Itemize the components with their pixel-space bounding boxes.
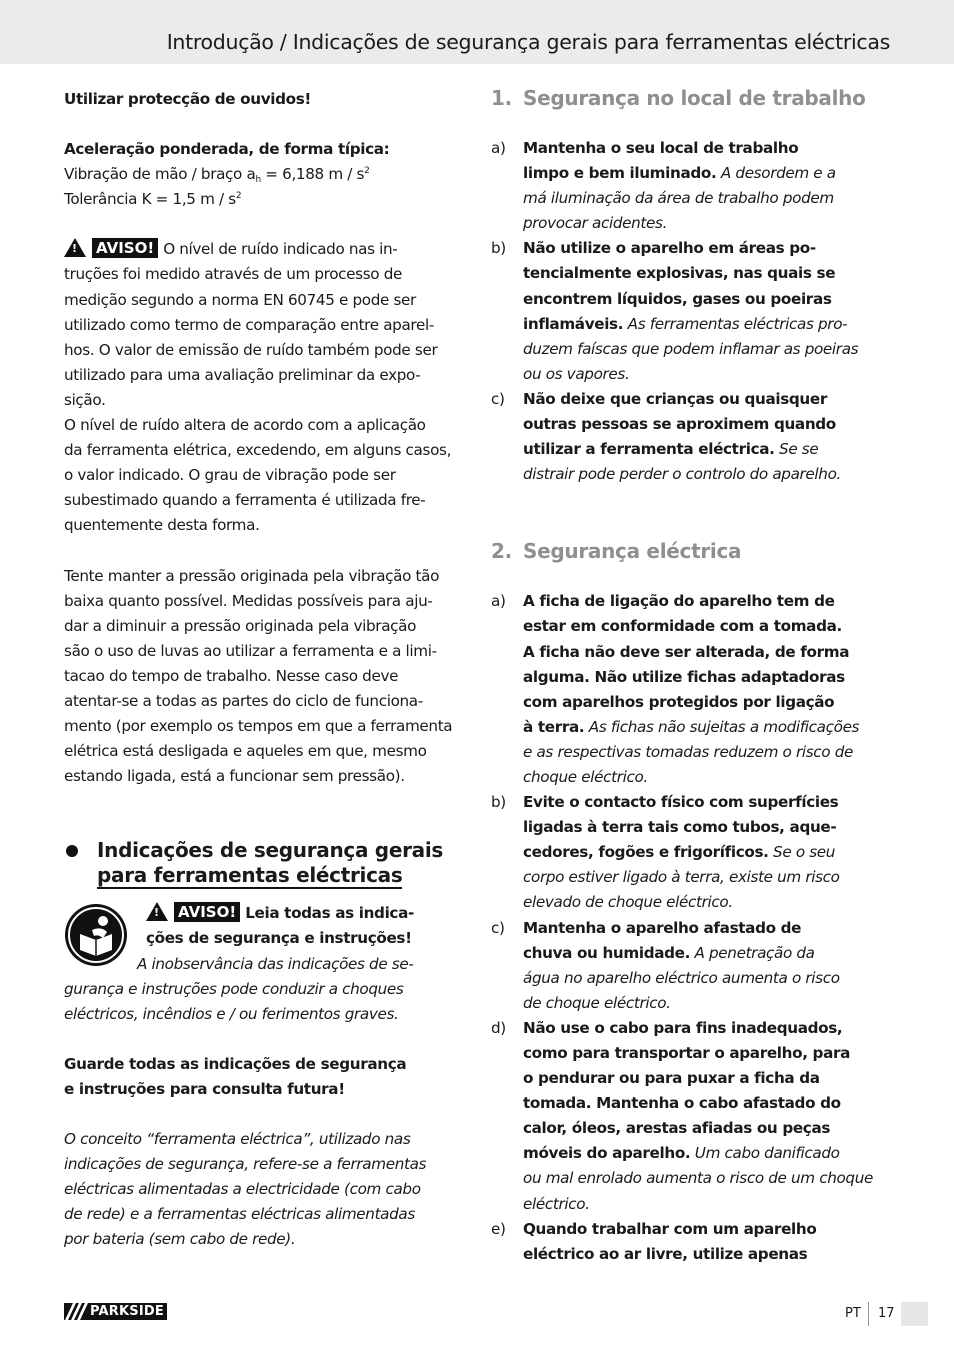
item-italic-line: corpo estiver ligado à terra, existe um risco [523, 868, 840, 887]
item-label: b) [491, 793, 506, 812]
read-manual-icon [65, 904, 127, 966]
item-italic-line: provocar acidentes. [523, 214, 668, 233]
section1-title: Segurança no local de trabalho [523, 86, 866, 110]
item-bold-text: o pendurar ou para puxar a ficha da [523, 1069, 820, 1088]
warning-triangle-icon [64, 238, 86, 257]
item-bold-text: Quando trabalhar com um aparelho [523, 1219, 817, 1238]
safety-heading-line2: para ferramentas eléctricas [97, 863, 403, 888]
warn1-first-line: O nível de ruído indicado nas in- [163, 240, 398, 259]
safety-item [491, 790, 891, 915]
warning-sign-2 [146, 902, 245, 922]
text-line: eléctricos, incêndios e / ou ferimentos graves. [64, 1004, 399, 1023]
item-line [523, 1116, 891, 1141]
item-bold-text: limpo e bem iluminado. [523, 164, 717, 183]
safety-item [491, 1016, 891, 1217]
text-line: utilizado como termo de comparação entre aparel- [64, 315, 434, 334]
aviso-badge-2: AVISO! [174, 902, 240, 922]
item-line [523, 1091, 891, 1116]
tolerance-value [64, 187, 464, 212]
item-bold-text: Não use o cabo para fins inadequados, [523, 1018, 843, 1037]
item-italic-line: água no aparelho eléctrico aumenta o risco [523, 968, 840, 987]
text-line: são o uso de luvas ao utilizar a ferramenta e a limi- [64, 641, 437, 660]
section1-heading [491, 84, 891, 112]
text-line: hos. O valor de emissão de ruído também pode ser [64, 340, 438, 359]
item-bold-text: Evite o contacto físico com superfícies [523, 793, 839, 812]
text-line: sição. [64, 390, 106, 409]
language-code: PT [845, 1306, 861, 1321]
item-bold-text: utilizar a ferramenta eléctrica. [523, 440, 775, 459]
item-line [523, 941, 891, 966]
item-bold-text: calor, óleos, arestas afiadas ou peças [523, 1119, 831, 1138]
vib-value: = 6,188 m / s [260, 165, 365, 184]
left-column [64, 87, 464, 1252]
item-line [523, 261, 891, 286]
section2-heading [491, 537, 891, 565]
noise-warning [64, 237, 464, 262]
item-italic-text: A desordem e a [716, 164, 836, 183]
item-line [523, 690, 891, 715]
item-line [523, 815, 891, 840]
text-line: indicações de segurança, refere-se a ferramentas [64, 1155, 427, 1174]
item-label: a) [491, 139, 506, 157]
page-number: 17 [878, 1306, 895, 1321]
item-bold-text: A ficha não deve ser alterada, de forma [523, 642, 850, 661]
item-bold-text: inflamáveis. [523, 314, 624, 333]
item-bold-text: alguma. Não utilize fichas adaptadoras [523, 667, 845, 686]
section2-title: Segurança eléctrica [523, 539, 742, 564]
item-italic-text: As fichas não sujeitas a modificações [584, 717, 860, 736]
item-bold-text: A ficha de ligação do aparelho tem de [523, 592, 835, 611]
ear-protection-note: Utilizar protecção de ouvidos! [64, 90, 311, 108]
text-line: o valor indicado. O grau de vibração pode ser [64, 466, 396, 485]
item-italic-text: Se o seu [768, 843, 836, 862]
safety-heading-line1: Indicações de segurança gerais [97, 838, 444, 863]
read-instructions-block [64, 901, 464, 1026]
text-line: elétrica está desligada e aqueles em que, mesmo [64, 742, 427, 761]
item-line [523, 236, 891, 261]
footer-divider [868, 1302, 869, 1326]
vib-sub: h [255, 175, 261, 186]
item-bold-text: cedores, fogões e frigoríficos. [523, 843, 769, 862]
brand-name: PARKSIDE [88, 1303, 167, 1320]
item-bold-text: Não deixe que crianças ou quaisquer [523, 389, 827, 408]
text-line: utilizado para uma avaliação preliminar da expo- [64, 365, 421, 384]
item-line [523, 412, 891, 437]
vibration-value [64, 162, 464, 187]
warning-sign [64, 238, 163, 258]
item-bold-text: ligadas à terra tais como tubos, aque- [523, 818, 837, 837]
item-line [523, 614, 891, 639]
item-bold-text: Mantenha o aparelho afastado de [523, 918, 802, 937]
item-bold-text: encontrem líquidos, gases ou poeiras [523, 289, 832, 308]
item-line [523, 136, 891, 161]
item-label: c) [491, 389, 505, 408]
item-line [523, 1041, 891, 1066]
item-label: b) [491, 239, 506, 258]
section1-items [491, 136, 891, 487]
warn2-bold-1: Leia todas as indica- [245, 904, 414, 923]
accel-title: Aceleração ponderada, de forma típica: [64, 140, 390, 159]
item-label: c) [491, 918, 505, 937]
item-line [523, 640, 891, 665]
item-label: a) [491, 592, 506, 611]
item-italic-line: duzem faíscas que podem inflamar as poeiras [523, 339, 859, 358]
item-italic-line: ou os vapores. [523, 364, 630, 383]
item-line [523, 1242, 891, 1267]
item-line [523, 790, 891, 815]
text-line: quentemente desta forma. [64, 516, 260, 535]
safety-item [491, 1217, 891, 1267]
item-bold-text: Não utilize o aparelho em áreas po- [523, 239, 816, 258]
item-italic-line: de choque eléctrico. [523, 993, 671, 1012]
keep-instructions-1: Guarde todas as indicações de segurança [64, 1054, 407, 1073]
keep-instructions-2: e instruções para consulta futura! [64, 1079, 345, 1098]
warn2-bold-2: ções de segurança e instruções! [146, 929, 412, 948]
safety-heading [64, 838, 464, 888]
item-line [523, 840, 891, 865]
parkside-logo [64, 1303, 167, 1320]
item-italic-text: Um cabo danificado [690, 1144, 840, 1163]
text-line: tacao do tempo de trabalho. Nesse caso deve [64, 666, 399, 685]
aviso-badge: AVISO! [92, 238, 158, 258]
noise-text [64, 413, 464, 538]
concept-text [64, 1127, 464, 1252]
tol-prefix: Tolerância K = 1,5 m / s [64, 190, 236, 209]
item-line [523, 1066, 891, 1091]
item-italic-line: e as respectivas tomadas reduzem o risco de [523, 742, 853, 761]
item-line [523, 437, 891, 462]
item-bold-text: tomada. Mantenha o cabo afastado do [523, 1094, 841, 1113]
item-italic-line: má iluminação da área de trabalho podem [523, 189, 834, 208]
text-line: subestimado quando a ferramenta é utilizada fre- [64, 491, 426, 510]
vib-prefix: Vibração de mão / braço a [64, 165, 256, 184]
item-bold-text: outras pessoas se aproximem quando [523, 415, 836, 434]
item-bold-text: móveis do aparelho. [523, 1144, 691, 1163]
section2-items [491, 589, 891, 1267]
safety-item [491, 589, 891, 790]
item-line [523, 1217, 891, 1242]
item-label: e) [491, 1219, 506, 1238]
tol-sup: 2 [235, 191, 242, 202]
item-italic-text: A penetração da [690, 943, 815, 962]
pressure-text [64, 564, 464, 790]
vib-sup: 2 [364, 166, 370, 177]
item-line [523, 589, 891, 614]
text-line: baixa quanto possível. Medidas possíveis para aju- [64, 591, 433, 610]
text-line: atentar-se a todas as partes do ciclo de funciona- [64, 691, 423, 710]
item-line [523, 916, 891, 941]
item-bold-text: estar em conformidade com a tomada. [523, 617, 842, 636]
item-bold-text: como para transportar o aparelho, para [523, 1044, 851, 1062]
page-header [0, 0, 954, 64]
item-italic-line: choque eléctrico. [523, 767, 648, 786]
safety-item [491, 387, 891, 487]
item-italic-text: Se se [774, 440, 819, 459]
text-line: A inobservância das indicações de se- [137, 954, 414, 973]
safety-item [491, 916, 891, 1016]
text-line: por bateria (sem cabo de rede). [64, 1230, 296, 1249]
item-line [523, 387, 891, 412]
text-line: O conceito “ferramenta eléctrica”, utilizado nas [64, 1130, 411, 1148]
section2-number: 2. [491, 539, 512, 564]
text-line: da ferramenta elétrica, excedendo, em alguns casos, [64, 441, 452, 460]
item-label: d) [491, 1018, 506, 1037]
right-column [491, 84, 891, 1267]
item-line [523, 161, 891, 186]
item-italic-text: As ferramentas eléctricas pro- [623, 314, 848, 333]
item-bold-text: com aparelhos protegidos por ligação [523, 692, 835, 711]
footer-tab [901, 1302, 928, 1326]
text-line: medição segundo a norma EN 60745 e pode ser [64, 290, 416, 309]
item-line [523, 665, 891, 690]
item-bold-text: chuva ou humidade. [523, 943, 691, 962]
item-line [523, 1016, 891, 1041]
text-line: de rede) e a ferramentas eléctricas alimentadas [64, 1205, 415, 1224]
text-line: Tente manter a pressão originada pela vibração tão [64, 566, 440, 585]
text-line: dar a diminuir a pressão originada pela vibração [64, 616, 417, 635]
text-line: eléctricas alimentadas a electricidade (com cabo [64, 1180, 421, 1199]
text-line: O nível de ruído altera de acordo com a aplicação [64, 416, 426, 435]
text-line: gurança e instruções pode conduzir a choques [64, 979, 404, 998]
item-bold-text: tencialmente explosivas, nas quais se [523, 264, 836, 283]
item-line [523, 1141, 891, 1166]
safety-item [491, 236, 891, 387]
item-italic-line: eléctrico. [523, 1194, 590, 1213]
page-title: Introdução / Indicações de segurança gerais para ferramentas eléctricas [166, 30, 890, 54]
item-line [523, 312, 891, 337]
item-italic-line: distrair pode perder o controlo do aparelho. [523, 465, 841, 484]
item-line [523, 715, 891, 740]
text-line: mento (por exemplo os tempos em que a ferramenta [64, 717, 453, 736]
item-bold-text: à terra. [523, 717, 585, 736]
item-bold-text: eléctrico ao ar livre, utilize apenas [523, 1244, 808, 1263]
warn1-text [64, 262, 464, 413]
text-line: estando ligada, está a funcionar sem pressão). [64, 767, 405, 786]
item-bold-text: Mantenha o seu local de trabalho [523, 139, 799, 157]
text-line: truções foi medido através de um processo de [64, 265, 403, 284]
item-italic-line: elevado de choque eléctrico. [523, 893, 733, 912]
item-italic-line: ou mal enrolado aumenta o risco de um choque [523, 1169, 873, 1188]
safety-item [491, 136, 891, 236]
item-line [523, 287, 891, 312]
warning-triangle-icon [146, 902, 168, 921]
section1-number: 1. [491, 86, 512, 110]
logo-slashes [64, 1303, 88, 1320]
